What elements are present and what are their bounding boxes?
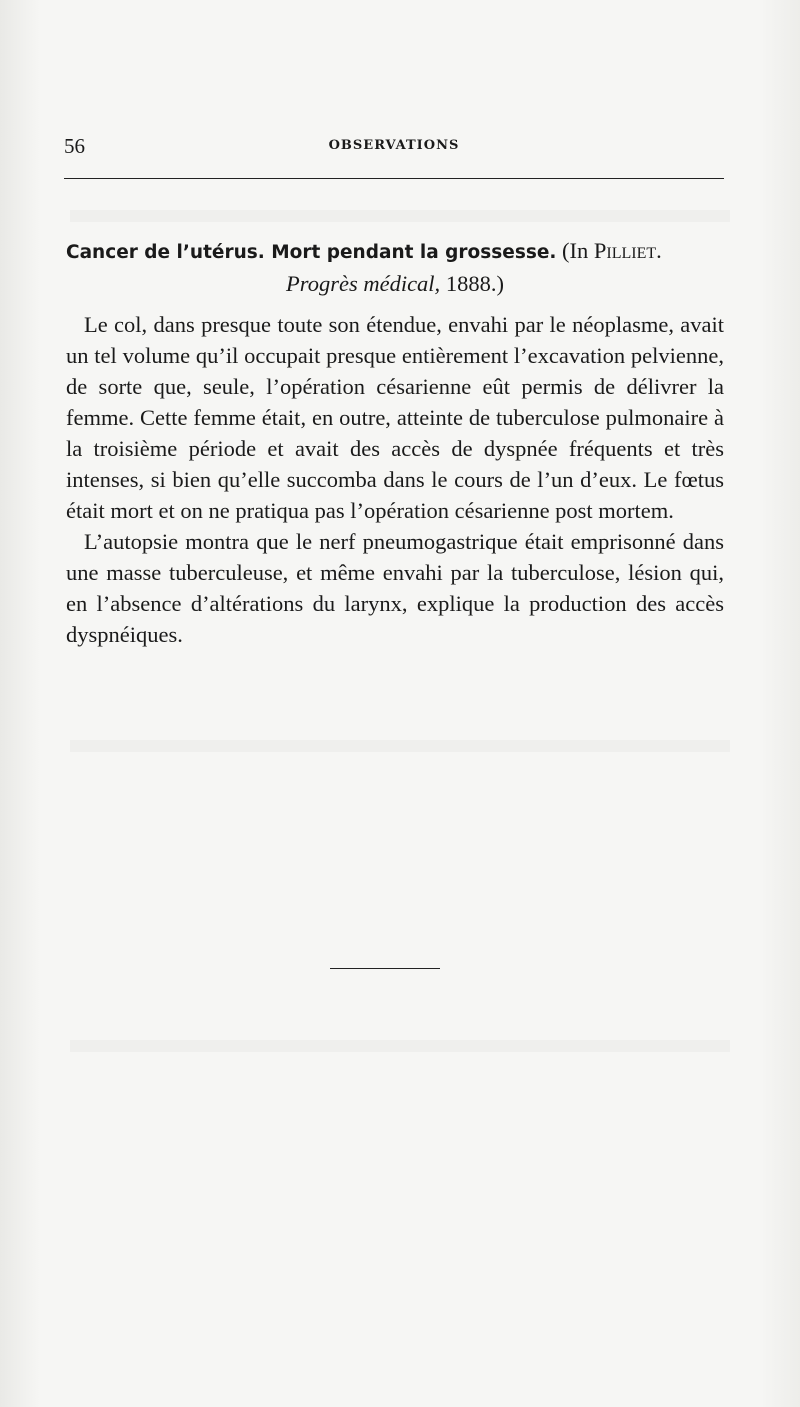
source-author: Pilliet.: [593, 238, 662, 263]
running-head: OBSERVATIONS: [328, 138, 460, 153]
source-line: [66, 268, 724, 299]
source-journal: Progrès médical,: [286, 271, 441, 296]
article-title: [66, 235, 724, 268]
end-rule: [330, 968, 440, 969]
paragraph-2: L’autopsie montra que le nerf pneumogastrique était emprisonné dans une masse tuberculeuse, et même envahi par la tuberculose, lésion qui, en l’absence d’altérations du larynx, explique la production des accès dyspnéiques.: [66, 529, 724, 647]
header-rule: [64, 178, 724, 179]
title-bold: Cancer de l’utérus. Mort pendant la grossesse.: [66, 242, 557, 263]
bleed-through: [70, 210, 730, 222]
page-header: [64, 132, 724, 162]
bleed-through: [70, 1040, 730, 1052]
article-body: [66, 235, 724, 650]
bleed-through: [70, 740, 730, 752]
page-number: 56: [64, 134, 85, 158]
source-open: (In: [562, 238, 589, 263]
source-year: 1888.): [445, 271, 504, 296]
paragraph-1: Le col, dans presque toute son étendue, envahi par le néoplasme, avait un tel volume qu’il occupait presque entièrement l’excavation pelvienne, de sorte que, seule, l’opération césarienne eût permis de délivrer la femme. Cette femme était, en outre, atteinte de tuberculose pulmonaire à la troisième période et avait des accès de dyspnée fréquents et très intenses, si bien qu’elle succomba dans le cours de l’un d’eux. Le fœtus était mort et on ne pratiqua pas l’opération césarienne post mortem.: [66, 312, 724, 523]
